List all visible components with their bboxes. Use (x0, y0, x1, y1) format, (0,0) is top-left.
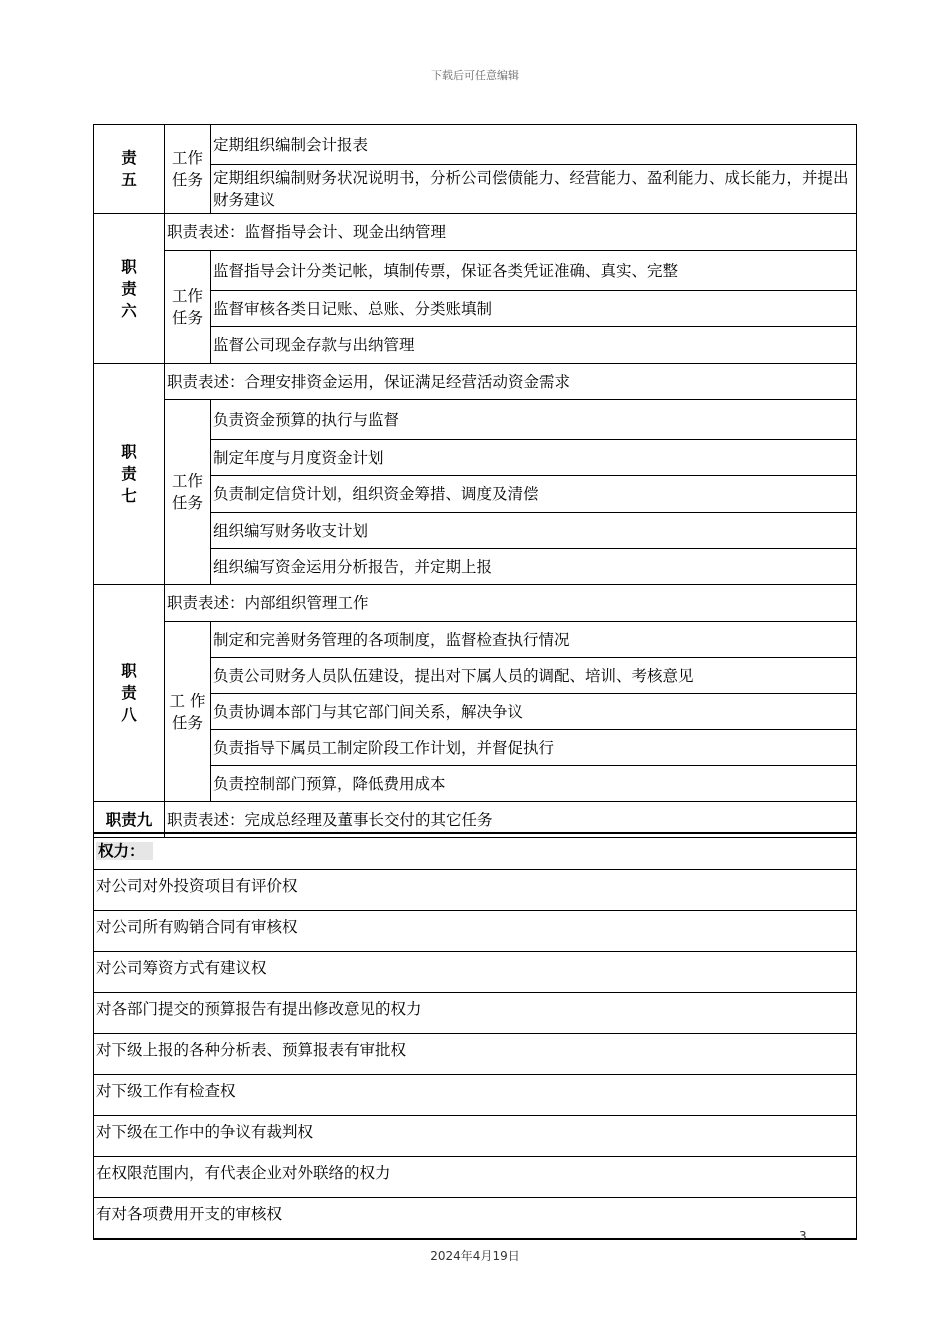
power-title-cell (94, 833, 857, 870)
power-item-4: 对各部门提交的预算报告有提出修改意见的权力 (94, 993, 857, 1034)
duty7-task-1: 负责资金预算的执行与监督 (211, 400, 857, 440)
duty6-statement: 职责表述：监督指导会计、现金出纳管理 (165, 214, 857, 251)
duty7-task-2: 制定年度与月度资金计划 (211, 440, 857, 476)
power-item-8: 在权限范围内，有代表企业对外联络的权力 (94, 1157, 857, 1198)
power-item-7: 对下级在工作中的争议有裁判权 (94, 1116, 857, 1157)
duty6-task-row (94, 251, 857, 291)
power-title: 权力： (96, 842, 153, 860)
duty8-label: 职 责 八 (94, 585, 165, 802)
duty7-task-row (94, 400, 857, 440)
duty7-task-4: 组织编写财务收支计划 (211, 513, 857, 549)
power-row (94, 1198, 857, 1240)
duty5-label: 责 五 (94, 125, 165, 214)
page-number: 3 (799, 1229, 807, 1243)
duty8-task-3: 负责协调本部门与其它部门间关系，解决争议 (211, 694, 857, 730)
duty6-statement-row (94, 214, 857, 251)
power-item-9: 有对各项费用开支的审核权 (94, 1198, 857, 1240)
duty5-task-label: 工作 任务 (165, 125, 211, 214)
duty8-task-4: 负责指导下属员工制定阶段工作计划，并督促执行 (211, 730, 857, 766)
power-row (94, 952, 857, 993)
duty5-task-2: 定期组织编制财务状况说明书，分析公司偿债能力、经营能力、盈利能力、成长能力，并提出财务建议 (211, 165, 857, 214)
duty7-statement: 职责表述：合理安排资金运用，保证满足经营活动资金需求 (165, 364, 857, 400)
duty8-task-row (94, 622, 857, 658)
power-row (94, 1157, 857, 1198)
duty8-statement-row (94, 585, 857, 622)
power-item-6: 对下级工作有检查权 (94, 1075, 857, 1116)
duty5-task-row (94, 125, 857, 165)
duty7-task-label: 工作 任务 (165, 400, 211, 585)
duty8-task-2: 负责公司财务人员队伍建设，提出对下属人员的调配、培训、考核意见 (211, 658, 857, 694)
duty5-task-1: 定期组织编制会计报表 (211, 125, 857, 165)
duty6-task-label: 工作 任务 (165, 251, 211, 364)
duty7-task-5: 组织编写资金运用分析报告，并定期上报 (211, 549, 857, 585)
power-row (94, 993, 857, 1034)
duty7-task-3: 负责制定信贷计划，组织资金筹措、调度及清偿 (211, 476, 857, 513)
power-row (94, 870, 857, 911)
duty6-task-2: 监督审核各类日记账、总账、分类账填制 (211, 291, 857, 327)
power-item-2: 对公司所有购销合同有审核权 (94, 911, 857, 952)
power-header-row (94, 833, 857, 870)
duty6-task-1: 监督指导会计分类记帐，填制传票，保证各类凭证准确、真实、完整 (211, 251, 857, 291)
duty9-statement: 职责表述：完成总经理及董事长交付的其它任务 (165, 802, 857, 838)
duty6-label: 职 责 六 (94, 214, 165, 364)
duty8-statement: 职责表述：内部组织管理工作 (165, 585, 857, 622)
duty7-statement-row (94, 364, 857, 400)
power-row (94, 911, 857, 952)
footer-date: 2024年4月19日 (430, 1249, 520, 1263)
power-item-5: 对下级上报的各种分析表、预算报表有审批权 (94, 1034, 857, 1075)
power-table (93, 832, 857, 1240)
power-row (94, 1116, 857, 1157)
power-row (94, 1075, 857, 1116)
header-note: 下载后可任意编辑 (431, 69, 519, 82)
duty9-label: 职责九 (94, 802, 165, 838)
duty-table (93, 124, 857, 838)
power-item-1: 对公司对外投资项目有评价权 (94, 870, 857, 911)
power-item-3: 对公司筹资方式有建议权 (94, 952, 857, 993)
duty6-task-3: 监督公司现金存款与出纳管理 (211, 327, 857, 364)
duty7-label: 职 责 七 (94, 364, 165, 585)
duty8-task-1: 制定和完善财务管理的各项制度，监督检查执行情况 (211, 622, 857, 658)
duty8-task-5: 负责控制部门预算，降低费用成本 (211, 766, 857, 802)
duty8-task-label: 工 作 任务 (165, 622, 211, 802)
power-row (94, 1034, 857, 1075)
